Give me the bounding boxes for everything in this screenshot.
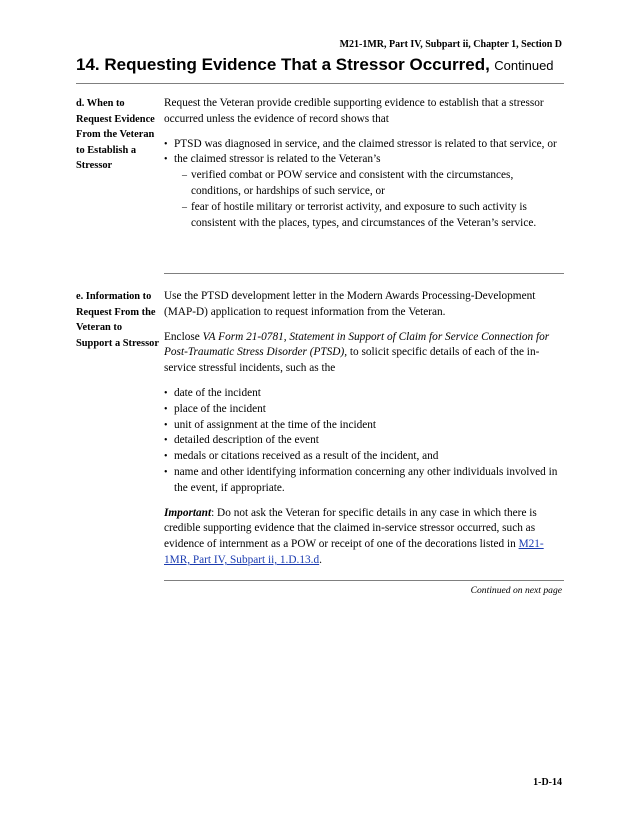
list-item: • detailed description of the event <box>164 433 564 449</box>
list-item <box>164 152 564 231</box>
block-e-rule <box>164 580 564 581</box>
list-item: • PTSD was diagnosed in service, and the claimed stressor is related to that service, or <box>164 137 564 153</box>
page-number: 1-D-14 <box>533 777 562 788</box>
title-rule <box>76 83 564 84</box>
form-reference: VA Form 21-0781, Statement in Support of Claim for Service Connection for Post-Traumatic Stress Disorder (PTSD), <box>164 330 550 359</box>
block-d-list <box>164 137 564 232</box>
block-d-label: d. When to Request Evidence From the Veteran to Establish a Stressor <box>76 98 155 172</box>
block-d-body <box>164 96 564 231</box>
important-label: Important <box>164 506 212 519</box>
section-title-continued: Continued <box>494 58 554 73</box>
block-d-intro: Request the Veteran provide credible supporting evidence to establish that a stressor occurred unless the evidence of record shows that <box>164 97 544 125</box>
list-item: • date of the incident <box>164 386 564 402</box>
section-title <box>76 55 566 75</box>
block-e-para1: Use the PTSD development letter in the Modern Awards Processing-Development (MAP-D) application to request information from the Veteran. <box>164 290 536 318</box>
block-e-enclose: Enclose VA Form 21-0781, Statement in Support of Claim for Service Connection for Post-Traumatic Stress Disorder (PTSD), to solicit specific details of each of the in-service stressful incidents, such as the <box>164 330 550 375</box>
continued-note: Continued on next page <box>470 585 562 596</box>
block-d-sublist <box>174 168 564 231</box>
list-item: • medals or citations received as a result of the incident, and <box>164 449 564 465</box>
sub-list-item: – verified combat or POW service and consistent with the circumstances, conditions, or hardships of such service, or <box>182 168 564 200</box>
block-e-label: e. Information to Request From the Veteran to Support a Stressor <box>76 291 159 349</box>
important-note: Important: Do not ask the Veteran for specific details in any case in which there is credible supporting evidence that the claimed in-service stressor occurred, such as evidence of internment as a POW or receipt of one of the decorations listed in M21-1MR, Part IV, Subpart ii, 1.D.13.d. <box>164 506 544 566</box>
list-item-text: the claimed stressor is related to the Veteran’s <box>174 153 381 166</box>
section-title-main: 14. Requesting Evidence That a Stressor Occurred, <box>76 55 490 74</box>
reference-link[interactable]: M21-1MR, Part IV, Subpart ii, 1.D.13.d <box>164 538 544 566</box>
list-item: • place of the incident <box>164 402 564 418</box>
sub-list-item: – fear of hostile military or terrorist activity, and exposure to such activity is consistent with the places, types, and circumstances of the Veteran’s service. <box>182 200 564 232</box>
block-e-list <box>164 386 564 497</box>
block-e-body <box>164 289 564 570</box>
block-d-rule <box>164 273 564 274</box>
list-item: • unit of assignment at the time of the incident <box>164 418 564 434</box>
page-header-reference: M21-1MR, Part IV, Subpart ii, Chapter 1, Section D <box>339 39 562 50</box>
list-item: • name and other identifying information concerning any other individuals involved in the event, if appropriate. <box>164 465 564 497</box>
